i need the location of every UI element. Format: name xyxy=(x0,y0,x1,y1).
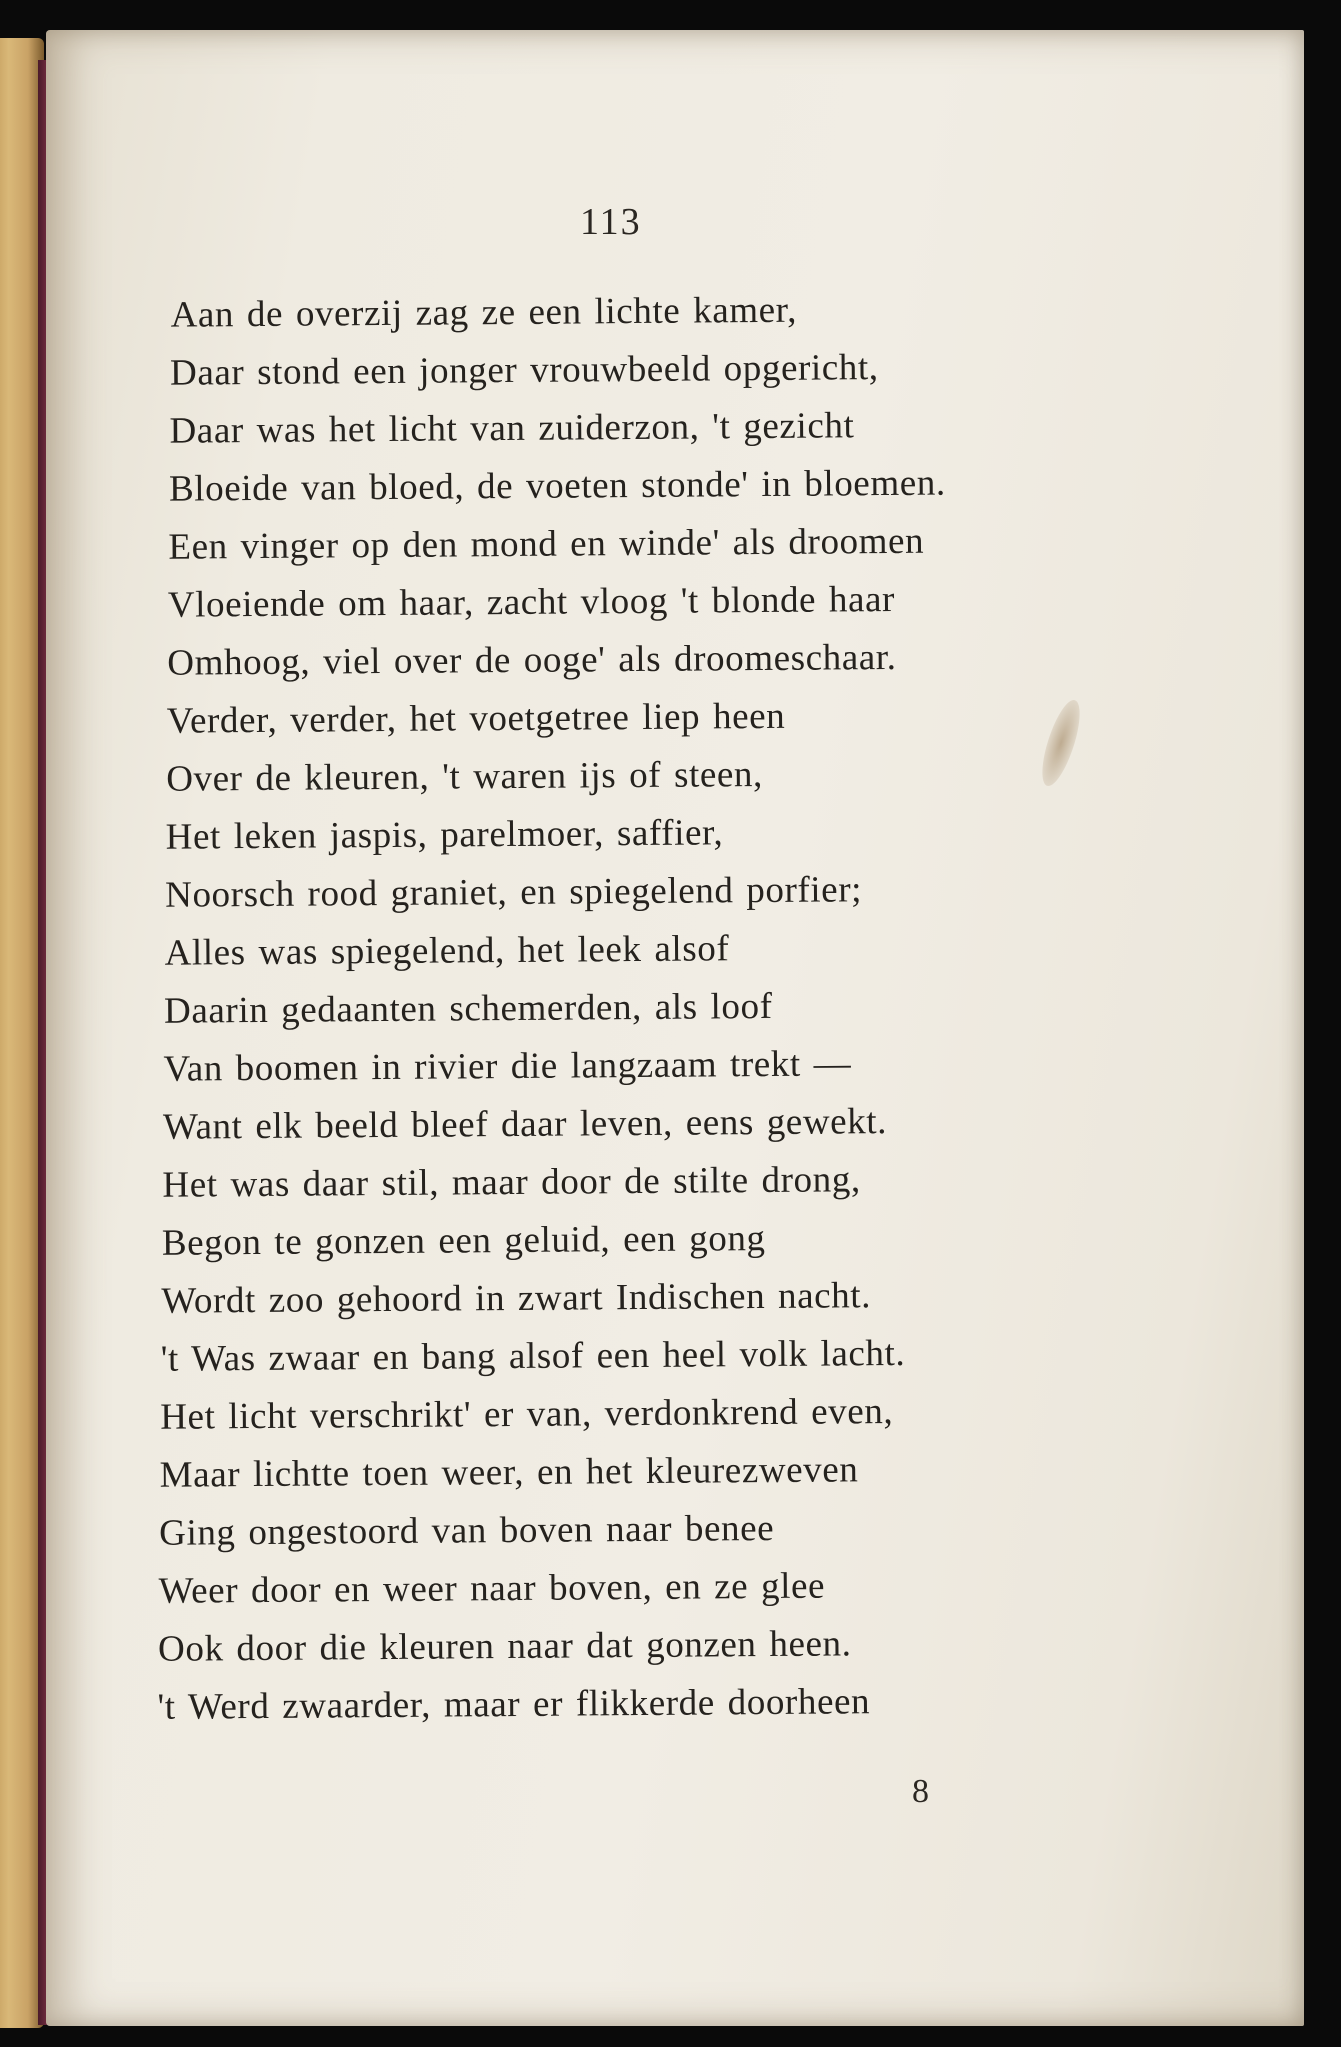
poem-line: Begon te gonzen een geluid, een gong xyxy=(161,1218,766,1264)
poem-line: Noorsch rood graniet, en spiegelend porfier; xyxy=(165,869,863,916)
poem-line: Van boomen in rivier die langzaam trekt — xyxy=(163,1043,852,1090)
poem-line: Vloeiende om haar, zacht vloog 't blonde haar xyxy=(167,578,896,626)
poem-line: Daar stond een jonger vrouwbeeld opgericht, xyxy=(169,347,879,394)
poem-line: Het was daar stil, maar door de stilte drong, xyxy=(162,1159,861,1206)
poem-line: Omhoog, viel over de ooge' als droomeschaar. xyxy=(167,636,897,684)
poem-line: Verder, verder, het voetgetree liep heen xyxy=(166,695,786,742)
signature-mark: 8 xyxy=(912,1773,929,1810)
poem-line: Weer door en weer naar boven, en ze glee xyxy=(158,1565,826,1612)
poem-line: Wordt zoo gehoord in zwart Indischen nacht. xyxy=(161,1275,872,1322)
poem-line: Alles was spiegelend, het leek alsof xyxy=(164,928,730,974)
poem-line: Het licht verschrikt' er van, verdonkrend even, xyxy=(160,1391,894,1438)
poem-line: Het leken jaspis, parelmoer, saffier, xyxy=(165,812,724,858)
poem-line: Aan de overzij zag ze een lichte kamer, xyxy=(170,289,798,336)
poem-line: Bloeide van bloed, de voeten stonde' in bloemen. xyxy=(168,462,946,510)
poem-line: Want elk beeld bleef daar leven, eens gewekt. xyxy=(162,1101,888,1148)
poem-line: 't Werd zwaarder, maar er flikkerde doorheen xyxy=(157,1681,871,1728)
poem-line: Daar was het licht van zuiderzon, 't gezicht xyxy=(169,405,855,452)
poem-line: 't Was zwaar en bang alsof een heel volk lacht. xyxy=(160,1332,906,1380)
poem-line: Daarin gedaanten schemerden, als loof xyxy=(163,985,773,1032)
poem-line: Ook door die kleuren naar dat gonzen heen. xyxy=(157,1623,852,1670)
poem-line: Maar lichtte toen weer, en het kleurezweven xyxy=(159,1449,859,1496)
poem-line: Ging ongestoord van boven naar benee xyxy=(159,1507,775,1554)
poem-line: Een vinger op den mond en winde' als droomen xyxy=(168,520,925,568)
page-number: 113 xyxy=(580,201,642,243)
poem-line: Over de kleuren, 't waren ijs of steen, xyxy=(166,754,764,800)
